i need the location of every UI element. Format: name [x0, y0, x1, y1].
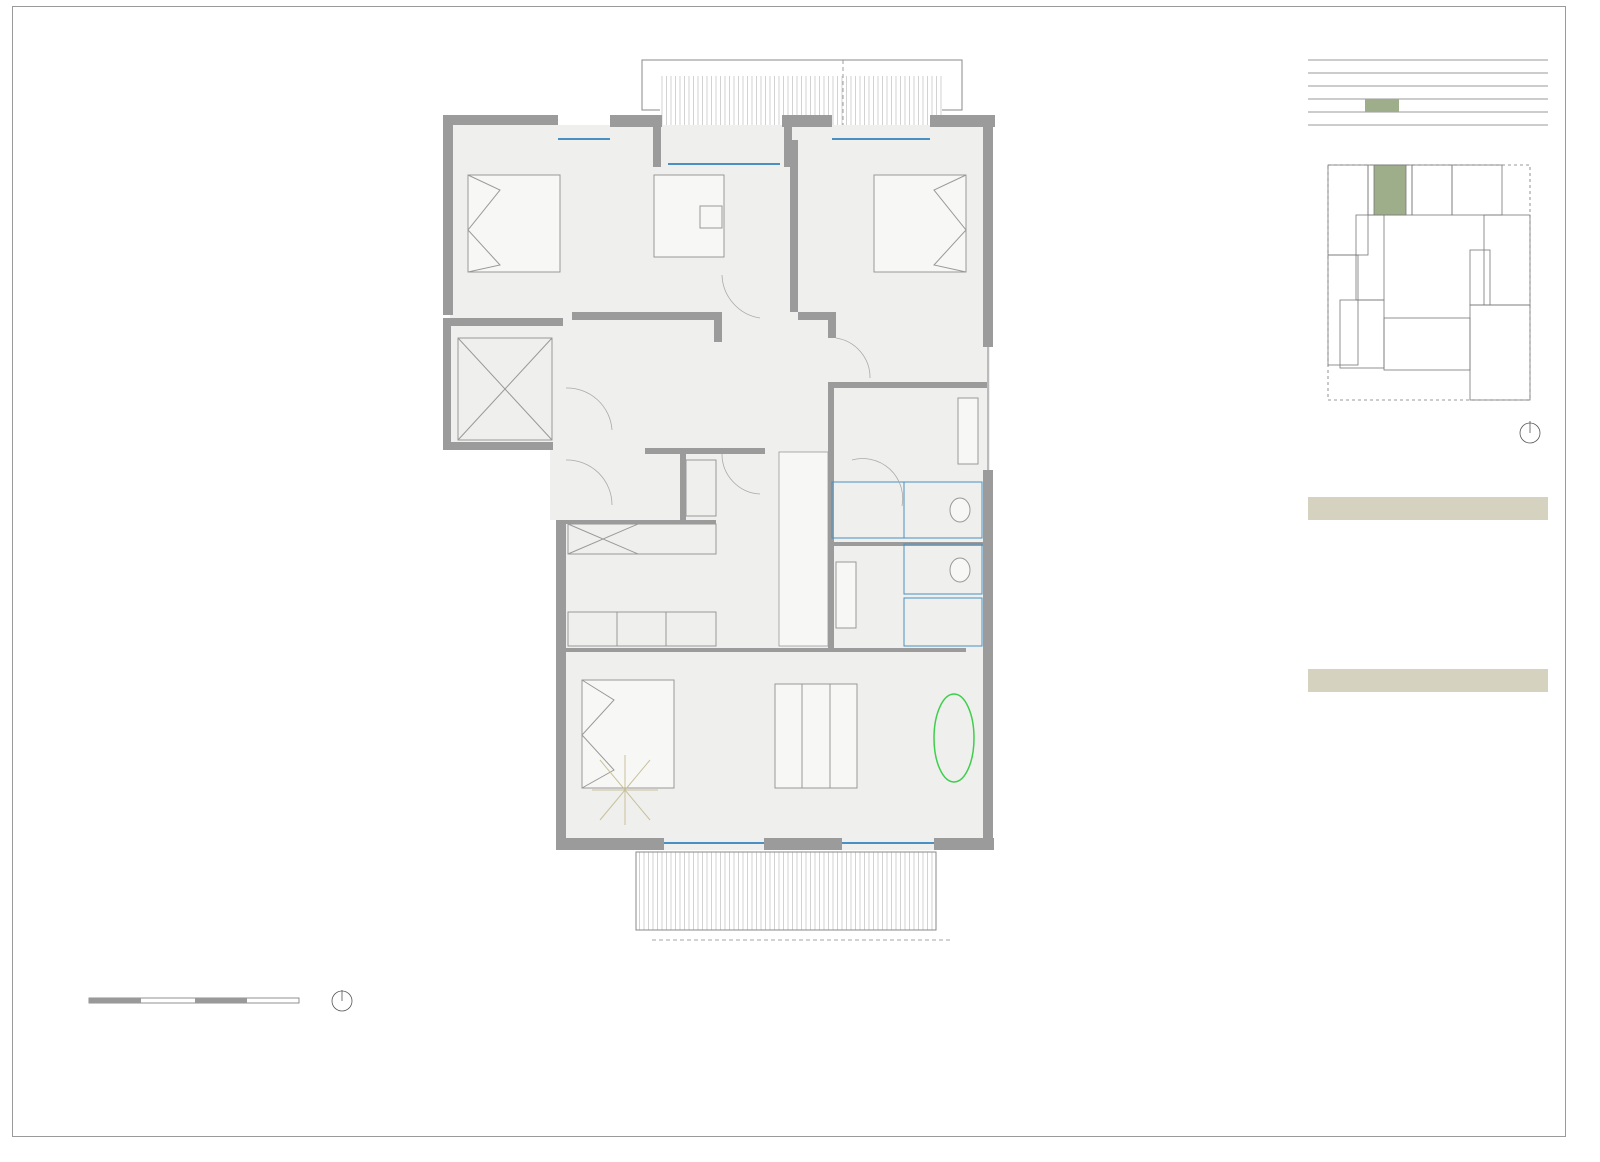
north-arrow-icon: [332, 990, 352, 1011]
wardrobe: [775, 684, 857, 788]
key-plan-highlight: [1374, 165, 1406, 215]
scale-bar: [89, 998, 299, 1003]
usable-table-header: [1308, 669, 1548, 692]
date-row: [90, 1040, 112, 1052]
usable-table: [1308, 669, 1548, 696]
key-plan-north-icon: [1520, 421, 1540, 443]
level-highlight: [1365, 99, 1399, 112]
area-table-header: [1308, 497, 1548, 520]
bed-03: [874, 175, 966, 272]
desk: [654, 175, 724, 257]
terrace-1: [636, 852, 936, 930]
level-indicator: [1308, 60, 1548, 125]
area-table: [1308, 497, 1548, 524]
bed-01: [582, 680, 674, 788]
key-plan: [1328, 165, 1530, 400]
bed-02: [468, 175, 560, 272]
stairs: [779, 452, 828, 646]
